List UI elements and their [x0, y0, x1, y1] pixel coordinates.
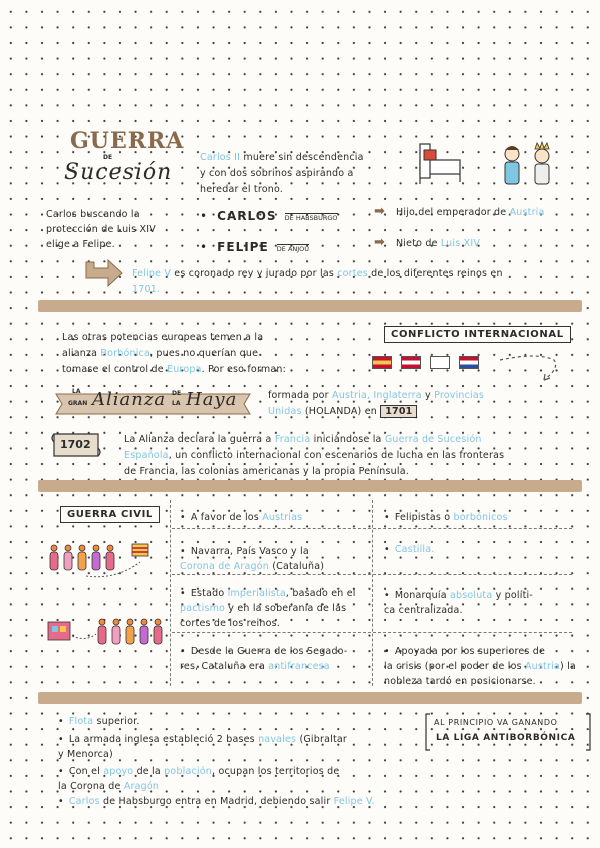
civil-r3-left-blue2: pactismo	[180, 603, 226, 614]
bottom-poblacion: población	[164, 766, 212, 777]
left-note-line: elige a Felipe.	[46, 239, 115, 250]
civil-r3-right-text3: ca centralizada.	[384, 605, 463, 616]
bottom-navales: navales	[258, 734, 297, 745]
bottom-menorca: y Menorca)	[58, 749, 113, 760]
civil-r3-right-text2: y políti-	[495, 590, 533, 601]
civil-r2-right-blue: Castilla.	[394, 544, 435, 555]
bottom-de-la: de la	[136, 766, 161, 777]
coronation-text1: es coronado rey y jurado por las	[174, 268, 335, 279]
note-line2: LA LIGA ANTIBORBÓNICA	[436, 733, 576, 743]
civil-r2-left-blue: Corona de Aragón	[180, 561, 270, 572]
felipe-desc	[396, 238, 480, 249]
felipe-desc-text: Nieto de	[396, 238, 438, 249]
civil-r4-right-text: Apoyada por los superiores de	[394, 646, 546, 657]
bottom-carlos: Carlos	[68, 796, 100, 807]
civil-r3-right-text: Monarquía	[394, 590, 447, 601]
alliance-haya: Haya	[186, 389, 238, 410]
deathbed-illustration	[416, 140, 468, 186]
war-espanola: Española	[124, 450, 169, 461]
formed-y: y	[425, 390, 431, 401]
divider-band-1	[38, 300, 582, 312]
conflict-line3b: . Por eso forman:	[201, 364, 286, 375]
formed-provincias: Provincias	[434, 390, 485, 401]
civil-r1-left-text: A favor de los	[190, 512, 259, 523]
war-text2: iniciándose la	[313, 434, 382, 445]
conflict-line3a: tomase el control de	[62, 364, 164, 375]
left-note-line: protección de Luis XIV	[46, 224, 156, 235]
alliance-gran: GRAN	[68, 400, 88, 407]
war-text1: La Alianza declara la guerra a	[124, 434, 272, 445]
civil-r3-right-blue: absoluta	[449, 590, 493, 601]
bottom-ocupan: , ocupan los territorios de	[212, 766, 340, 777]
civil-war-label-box: GUERRA CIVIL	[60, 506, 160, 523]
civil-row3-right	[384, 588, 574, 618]
civil-vertical-divider	[170, 500, 171, 686]
civil-row2-left	[180, 544, 365, 574]
conflict-europa: Europa	[167, 364, 202, 375]
austracista-figures	[46, 540, 156, 580]
flag-austria-icon	[401, 356, 421, 369]
divider-band-2	[38, 480, 582, 492]
carlos-desc-blue: Austria	[509, 207, 545, 218]
coronation-felipe: Felipe V	[132, 268, 172, 279]
carlos-arrow-icon: ➡	[374, 204, 385, 219]
war-year: 1702	[60, 438, 91, 451]
civil-r1-right-blue: borbónicos	[453, 512, 508, 523]
bottom-felipe: Felipe V.	[333, 796, 375, 807]
carlos-name: CARLOS	[217, 209, 277, 223]
intro-line1: muere sin descendencia	[243, 152, 364, 163]
intro-text	[200, 150, 410, 198]
civil-r4-right-text3: ) la nobleza tardó en posicionarse.	[384, 661, 576, 687]
war-francia: Francia	[274, 434, 311, 445]
civil-row4-right	[384, 644, 580, 689]
civil-r4-right-text2: la crisis (por el poder de los	[384, 661, 522, 672]
bottom-item-1	[58, 716, 140, 727]
carlos-desc	[396, 207, 545, 218]
bottom-gibraltar: (Gibraltar	[299, 734, 347, 745]
flag-holland-icon	[459, 356, 479, 369]
intro-line3: heredar el trono.	[200, 184, 284, 195]
civil-r4-right-blue: Austria	[524, 661, 560, 672]
conflict-borbonica: Borbónica	[100, 348, 150, 359]
civil-row-divider	[172, 528, 572, 529]
bottom-item-3	[58, 764, 398, 794]
felipe-row	[200, 236, 309, 255]
civil-r1-left-blue: Austrias	[262, 512, 303, 523]
civil-r3-left-text3: y en la soberanía de las cortes de los reinos.	[180, 603, 347, 629]
civil-r3-left-blue: imperialista	[227, 588, 286, 599]
civil-r3-left-text: Estado	[190, 588, 225, 599]
carlos-desc-text: Hijo del emperador de	[396, 207, 507, 218]
formed-text1: formada por	[268, 390, 329, 401]
civil-r4-left-blue: antifrancesa	[268, 661, 330, 672]
title-sucesion: Sucesión	[64, 160, 173, 185]
war-text3: , un conflicto internacional con escenarios de lucha en las fronteras	[168, 450, 505, 461]
coronation-cortes: cortes	[337, 268, 368, 279]
felipe-arrow-icon: ➡	[374, 235, 385, 250]
dashed-arrow-icon	[498, 352, 562, 388]
formed-holanda: (HOLANDA)	[304, 406, 362, 417]
borbonico-figures	[46, 612, 166, 652]
alliance-word: Alianza	[92, 389, 167, 410]
title-de: DE	[103, 154, 113, 161]
conflict-line2b: , pues no querían que	[149, 348, 259, 359]
title-guerra: GUERRA	[70, 128, 185, 154]
bottom-entra: de Habsburgo entra en Madrid, debiendo salir	[103, 796, 331, 807]
civil-r2-left-text2: (Cataluña)	[272, 561, 325, 572]
civil-row2-right	[384, 544, 435, 555]
felipe-house: DE ANJOU	[276, 245, 310, 253]
civil-r4-left-text2: res, Cataluña era	[180, 661, 266, 672]
felipe-desc-blue: Luis XIV	[440, 238, 481, 249]
bottom-con-el: Con el	[68, 766, 100, 777]
civil-r4-left-text: Desde la Guerra de los Segado-	[190, 646, 348, 657]
note-line1: AL PRINCIPIO VA GANANDO	[434, 718, 558, 727]
alliance-la: LA	[72, 388, 81, 395]
conflict-line2a: alianza	[62, 348, 98, 359]
bottom-apoyo: apoyo	[103, 766, 134, 777]
civil-row-divider	[172, 574, 572, 575]
left-note	[46, 207, 156, 252]
alliance-formed	[268, 388, 568, 420]
bottom-corona: la Corona de	[58, 781, 121, 792]
felipe-name: FELIPE	[217, 240, 269, 254]
coronation-year: 1701.	[132, 284, 161, 295]
big-arrow-icon	[84, 258, 124, 288]
coronation-text	[132, 266, 562, 298]
war-text4: de Francia, las colonias americanas y la propia Península.	[124, 466, 409, 477]
flag-spain-icon	[372, 356, 392, 369]
formed-austria-inglaterra: Austria, Inglaterra	[332, 390, 422, 401]
formed-year: 1701	[380, 405, 417, 418]
civil-row1-left	[180, 512, 302, 523]
divider-band-3	[38, 692, 582, 704]
bottom-flota: Flota	[68, 716, 94, 727]
left-note-line: Carlos buscando la	[46, 209, 140, 220]
bottom-item-2	[58, 732, 388, 762]
war-paragraph	[124, 432, 564, 480]
formed-en: en	[364, 406, 377, 417]
intro-name: Carlos II	[200, 152, 241, 163]
civil-row1-right	[384, 512, 508, 523]
bottom-superior: superior.	[96, 716, 140, 727]
coronation-text2: de los diferentes reinos en	[371, 268, 503, 279]
carlos-row	[200, 205, 338, 224]
intro-line2: y con dos sobrinos aspirando a	[200, 168, 354, 179]
flags-row	[372, 354, 483, 373]
alliance-la2: LA	[172, 400, 181, 407]
war-guerra-sucesion: Guerra de Sucesión	[384, 434, 482, 445]
bottom-item-4	[58, 796, 375, 807]
conflict-paragraph	[62, 330, 362, 378]
alliance-de: DE	[172, 390, 182, 397]
formed-unidas: Unidas	[268, 406, 302, 417]
civil-row3-left	[180, 586, 368, 631]
bottom-armada: La armada inglesa estableció 2 bases	[68, 734, 255, 745]
conflict-line1: Las otras potencias europeas temen a la	[62, 332, 264, 343]
flag-england-icon	[430, 356, 450, 369]
bottom-aragon: Aragón	[123, 781, 160, 792]
carlos-house: DE HABSBURGO	[284, 214, 338, 222]
conflict-label-box: CONFLICTO INTERNACIONAL	[384, 326, 571, 343]
heirs-illustration	[498, 140, 560, 190]
civil-r1-right-text: Felipistas o	[394, 512, 451, 523]
civil-row-divider	[172, 632, 572, 633]
civil-r3-left-text2: , basado en el	[285, 588, 356, 599]
civil-row4-left	[180, 644, 368, 674]
civil-r2-left-text: Navarra, País Vasco y la	[190, 546, 309, 557]
